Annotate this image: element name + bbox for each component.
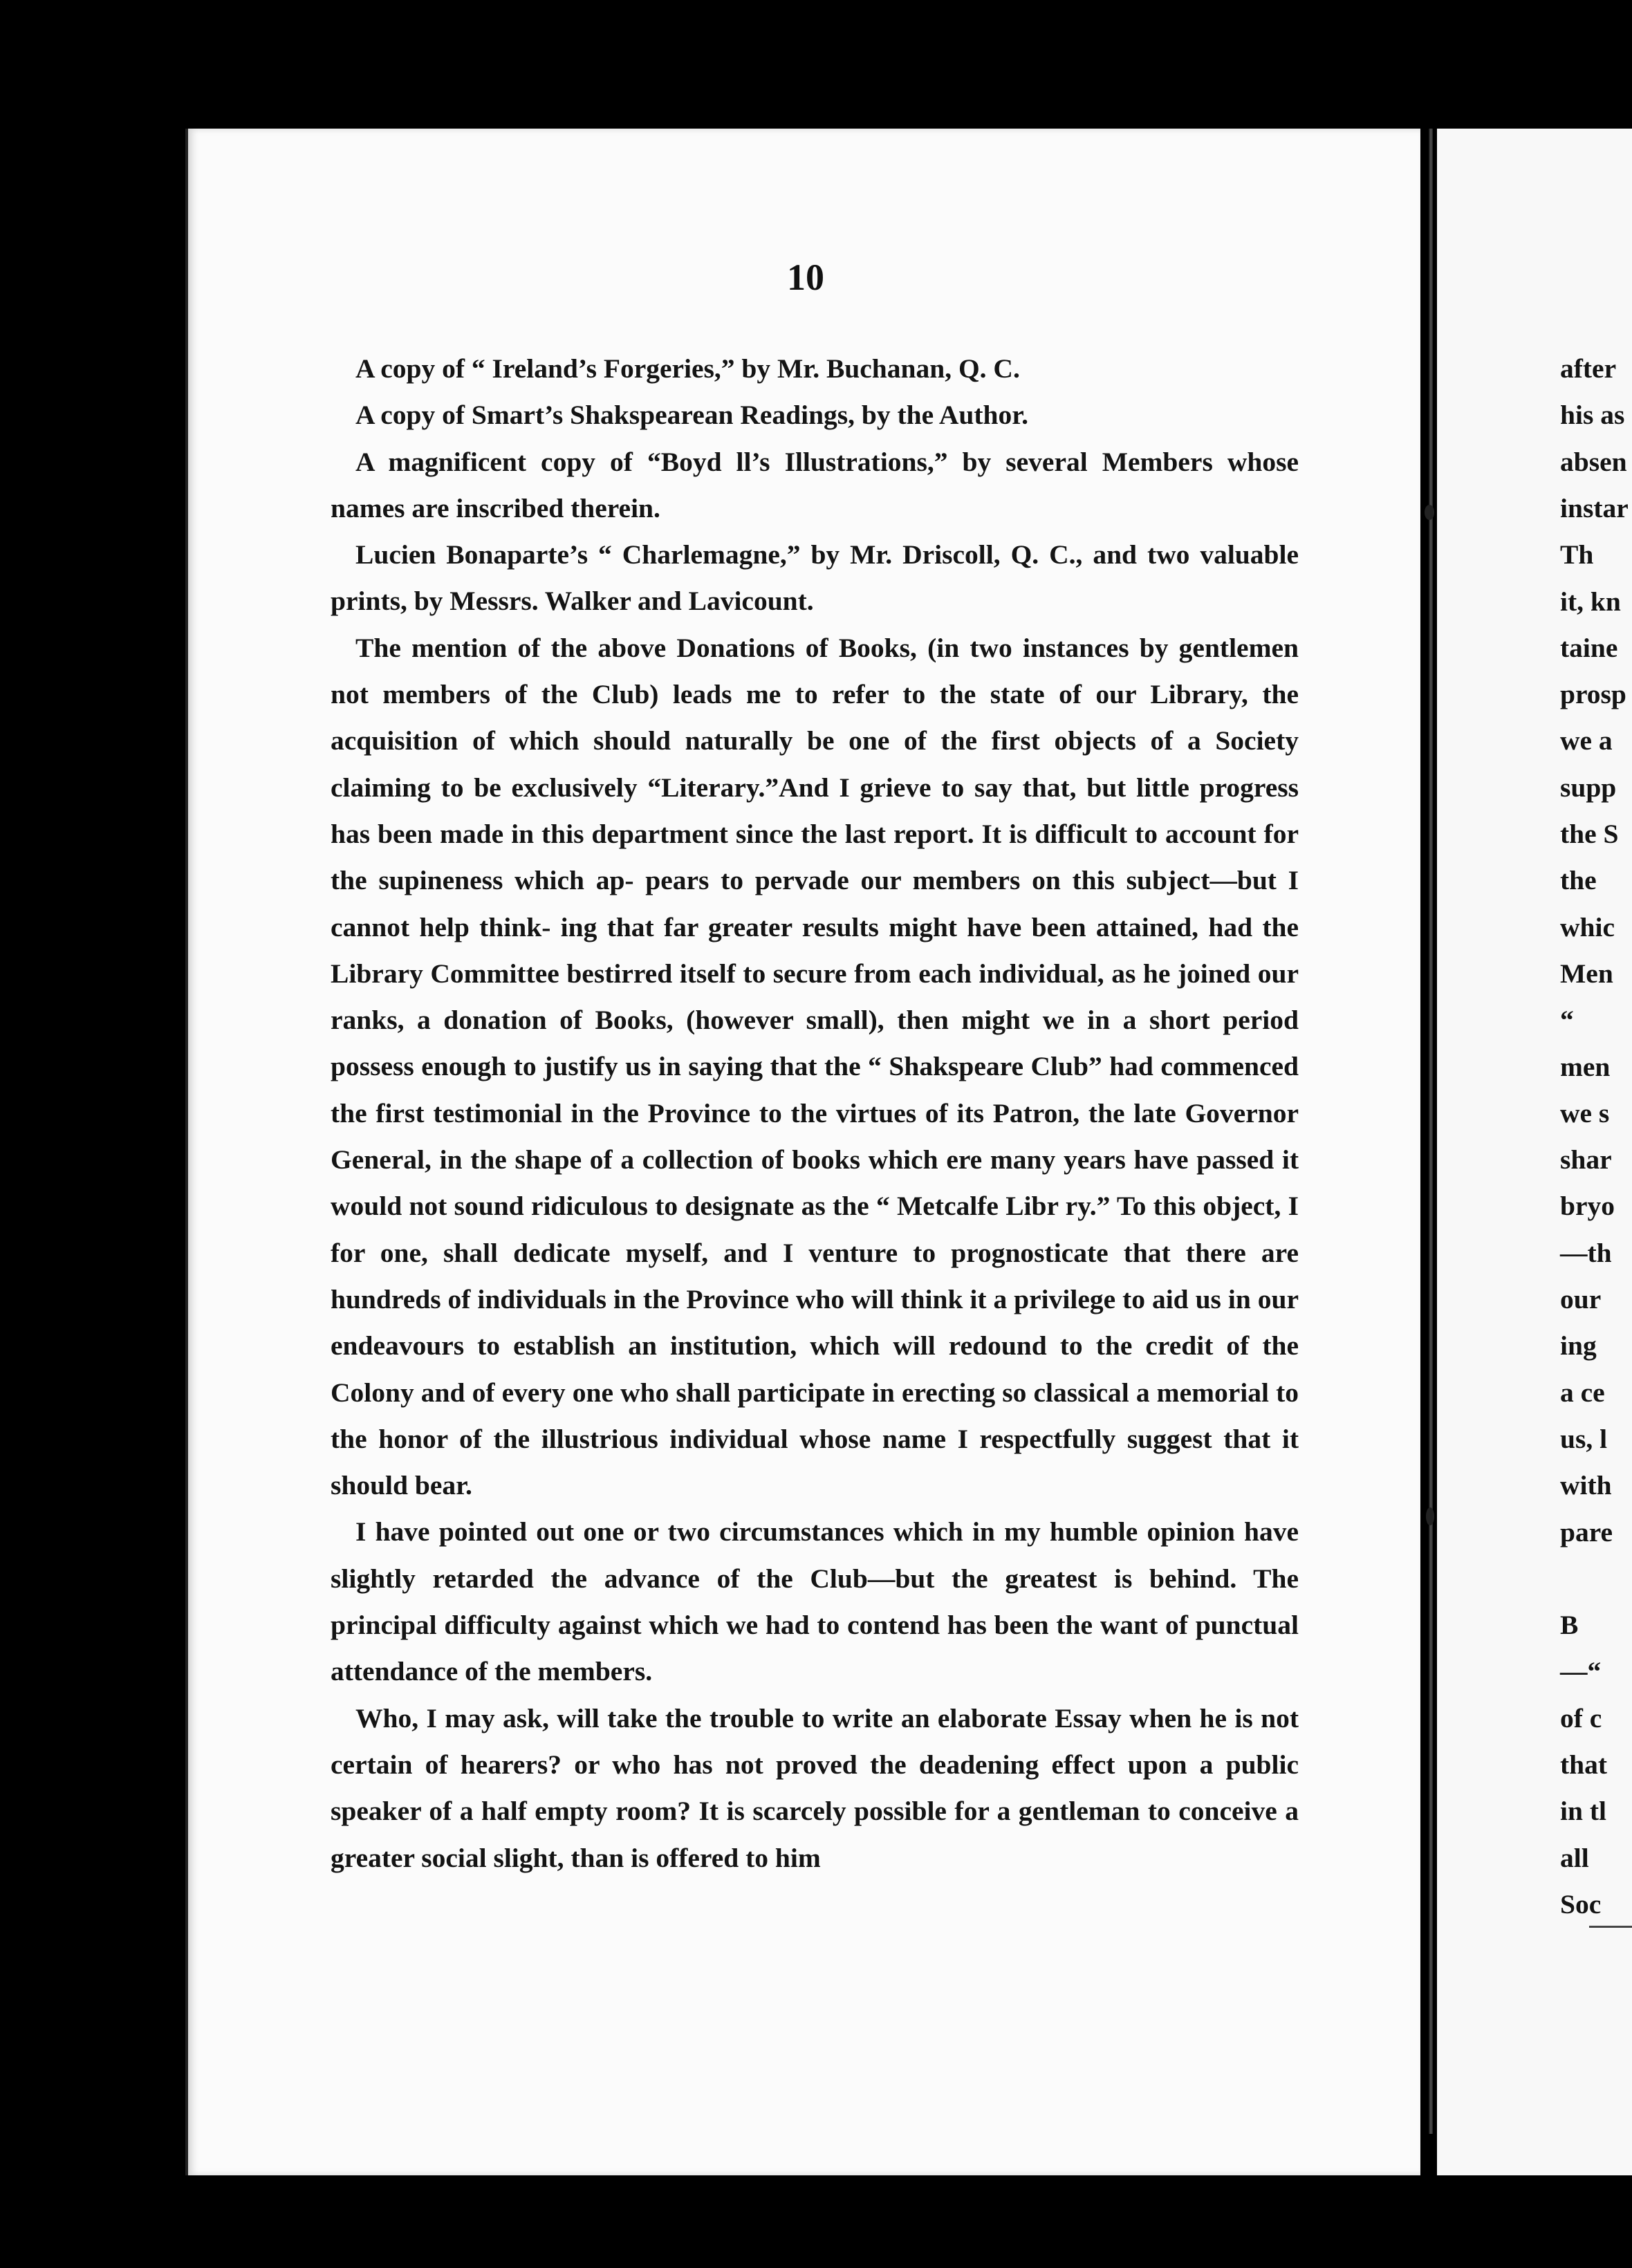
facing-line: “: [1560, 1005, 1574, 1036]
binding-mark: [1426, 1507, 1434, 1525]
facing-line: —th: [1560, 1237, 1612, 1268]
facing-line: B: [1560, 1610, 1579, 1641]
paragraph: A magnificent copy of “Boyd ll’s Illustrations,” by several Members whose names are inscribed therein.: [331, 446, 1299, 523]
facing-line: us, l: [1560, 1423, 1608, 1454]
facing-line: his as: [1560, 400, 1625, 431]
paragraph: The mention of the above Donations of Books, (in two instances by gentlemen not members of the Club) leads me to refer to the state of our Library, the acquisition of which should naturally be one of the first objects of a Society claiming to be exclusively “Literary.”And I grieve to say that, but little progress has been made in this department since the last report. It is difficult to account for the supineness which ap- pears to pervade our members on this subject—but I cannot help think- ing that far greater results might have been attained, had the Library Committee bestirred itself to secure from each individual, as he joined our ranks, a donation of Books, (however small), then might we in a short period possess enough to justify us in saying that the “ Shakspeare Club” had commenced the first testimonial in the Province to the virtues of its Patron, the late Governor General, in the shape of a collection of books which ere many years have passed it would not sound ridiculous to designate as the “ Metcalfe Libr ry.” To this object, I for one, shall dedicate myself, and I venture to prognosticate that there are hundreds of individuals in the Province who will think it a privilege to aid us in our endeavours to establish an institution, which will redound to the credit of the Colony and of every one who shall participate in erecting so classical a memorial to the honor of the illustrious individual whose name I respectfully suggest that it should bear.: [331, 632, 1299, 1501]
facing-line: shar: [1560, 1144, 1612, 1175]
binding-mark: [1425, 505, 1434, 520]
facing-line: all: [1560, 1842, 1589, 1873]
facing-line: Men: [1560, 958, 1613, 989]
facing-line: men: [1560, 1051, 1611, 1082]
facing-line: of c: [1560, 1702, 1602, 1733]
facing-line: our: [1560, 1284, 1602, 1314]
facing-line: instar: [1560, 492, 1629, 523]
paragraph: A copy of Smart’s Shakspearean Readings, by the Author.: [355, 400, 1029, 431]
facing-line: a ce: [1560, 1377, 1605, 1408]
facing-line: ing: [1560, 1330, 1597, 1361]
facing-line: bryo: [1560, 1191, 1615, 1222]
facing-line: with: [1560, 1470, 1612, 1501]
facing-line: after: [1560, 353, 1617, 384]
book-gutter: [1429, 129, 1433, 2134]
paragraph: Who, I may ask, will take the trouble to write an elaborate Essay when he is not certain of hearers? or who has not proved the deadening effect upon a public speaker of a half empty room? It is scarcely possible for a gentleman to conceive a greater social slight, than is offered to him: [331, 1702, 1299, 1873]
facing-line: the S: [1560, 819, 1619, 849]
facing-line: in tl: [1560, 1796, 1606, 1827]
facing-line: we s: [1560, 1097, 1610, 1128]
facing-line: pare: [1560, 1516, 1613, 1547]
paragraph: A copy of “ Ireland’s Forgeries,” by Mr. Buchanan, Q. C.: [355, 353, 1020, 384]
facing-line: prosp: [1560, 679, 1626, 710]
facing-line: Th: [1560, 539, 1594, 570]
facing-line: supp: [1560, 772, 1617, 803]
facing-line: it, kn: [1560, 586, 1621, 617]
body-text: [331, 346, 1299, 1881]
paragraph: Lucien Bonaparte’s “ Charlemagne,” by Mr. Driscoll, Q. C., and two valuable prints, by Messrs. Walker and Lavicount.: [331, 539, 1299, 617]
facing-line: whic: [1560, 911, 1615, 942]
footnote-rule: [1589, 1926, 1632, 1928]
paragraph: I have pointed out one or two circumstances which in my humble opinion have slightly retarded the advance of the Club—but the greatest is behind. The principal difficulty against which we had to contend has been the want of punctual attendance of the members.: [331, 1516, 1299, 1687]
page-number: 10: [787, 257, 824, 298]
facing-line: taine: [1560, 632, 1618, 663]
facing-line: absen: [1560, 446, 1627, 477]
facing-line: the: [1560, 865, 1597, 896]
facing-line: that: [1560, 1749, 1608, 1780]
facing-line: Soc: [1560, 1888, 1602, 1920]
facing-line: we a: [1560, 725, 1613, 756]
facing-line: —“: [1560, 1656, 1602, 1687]
